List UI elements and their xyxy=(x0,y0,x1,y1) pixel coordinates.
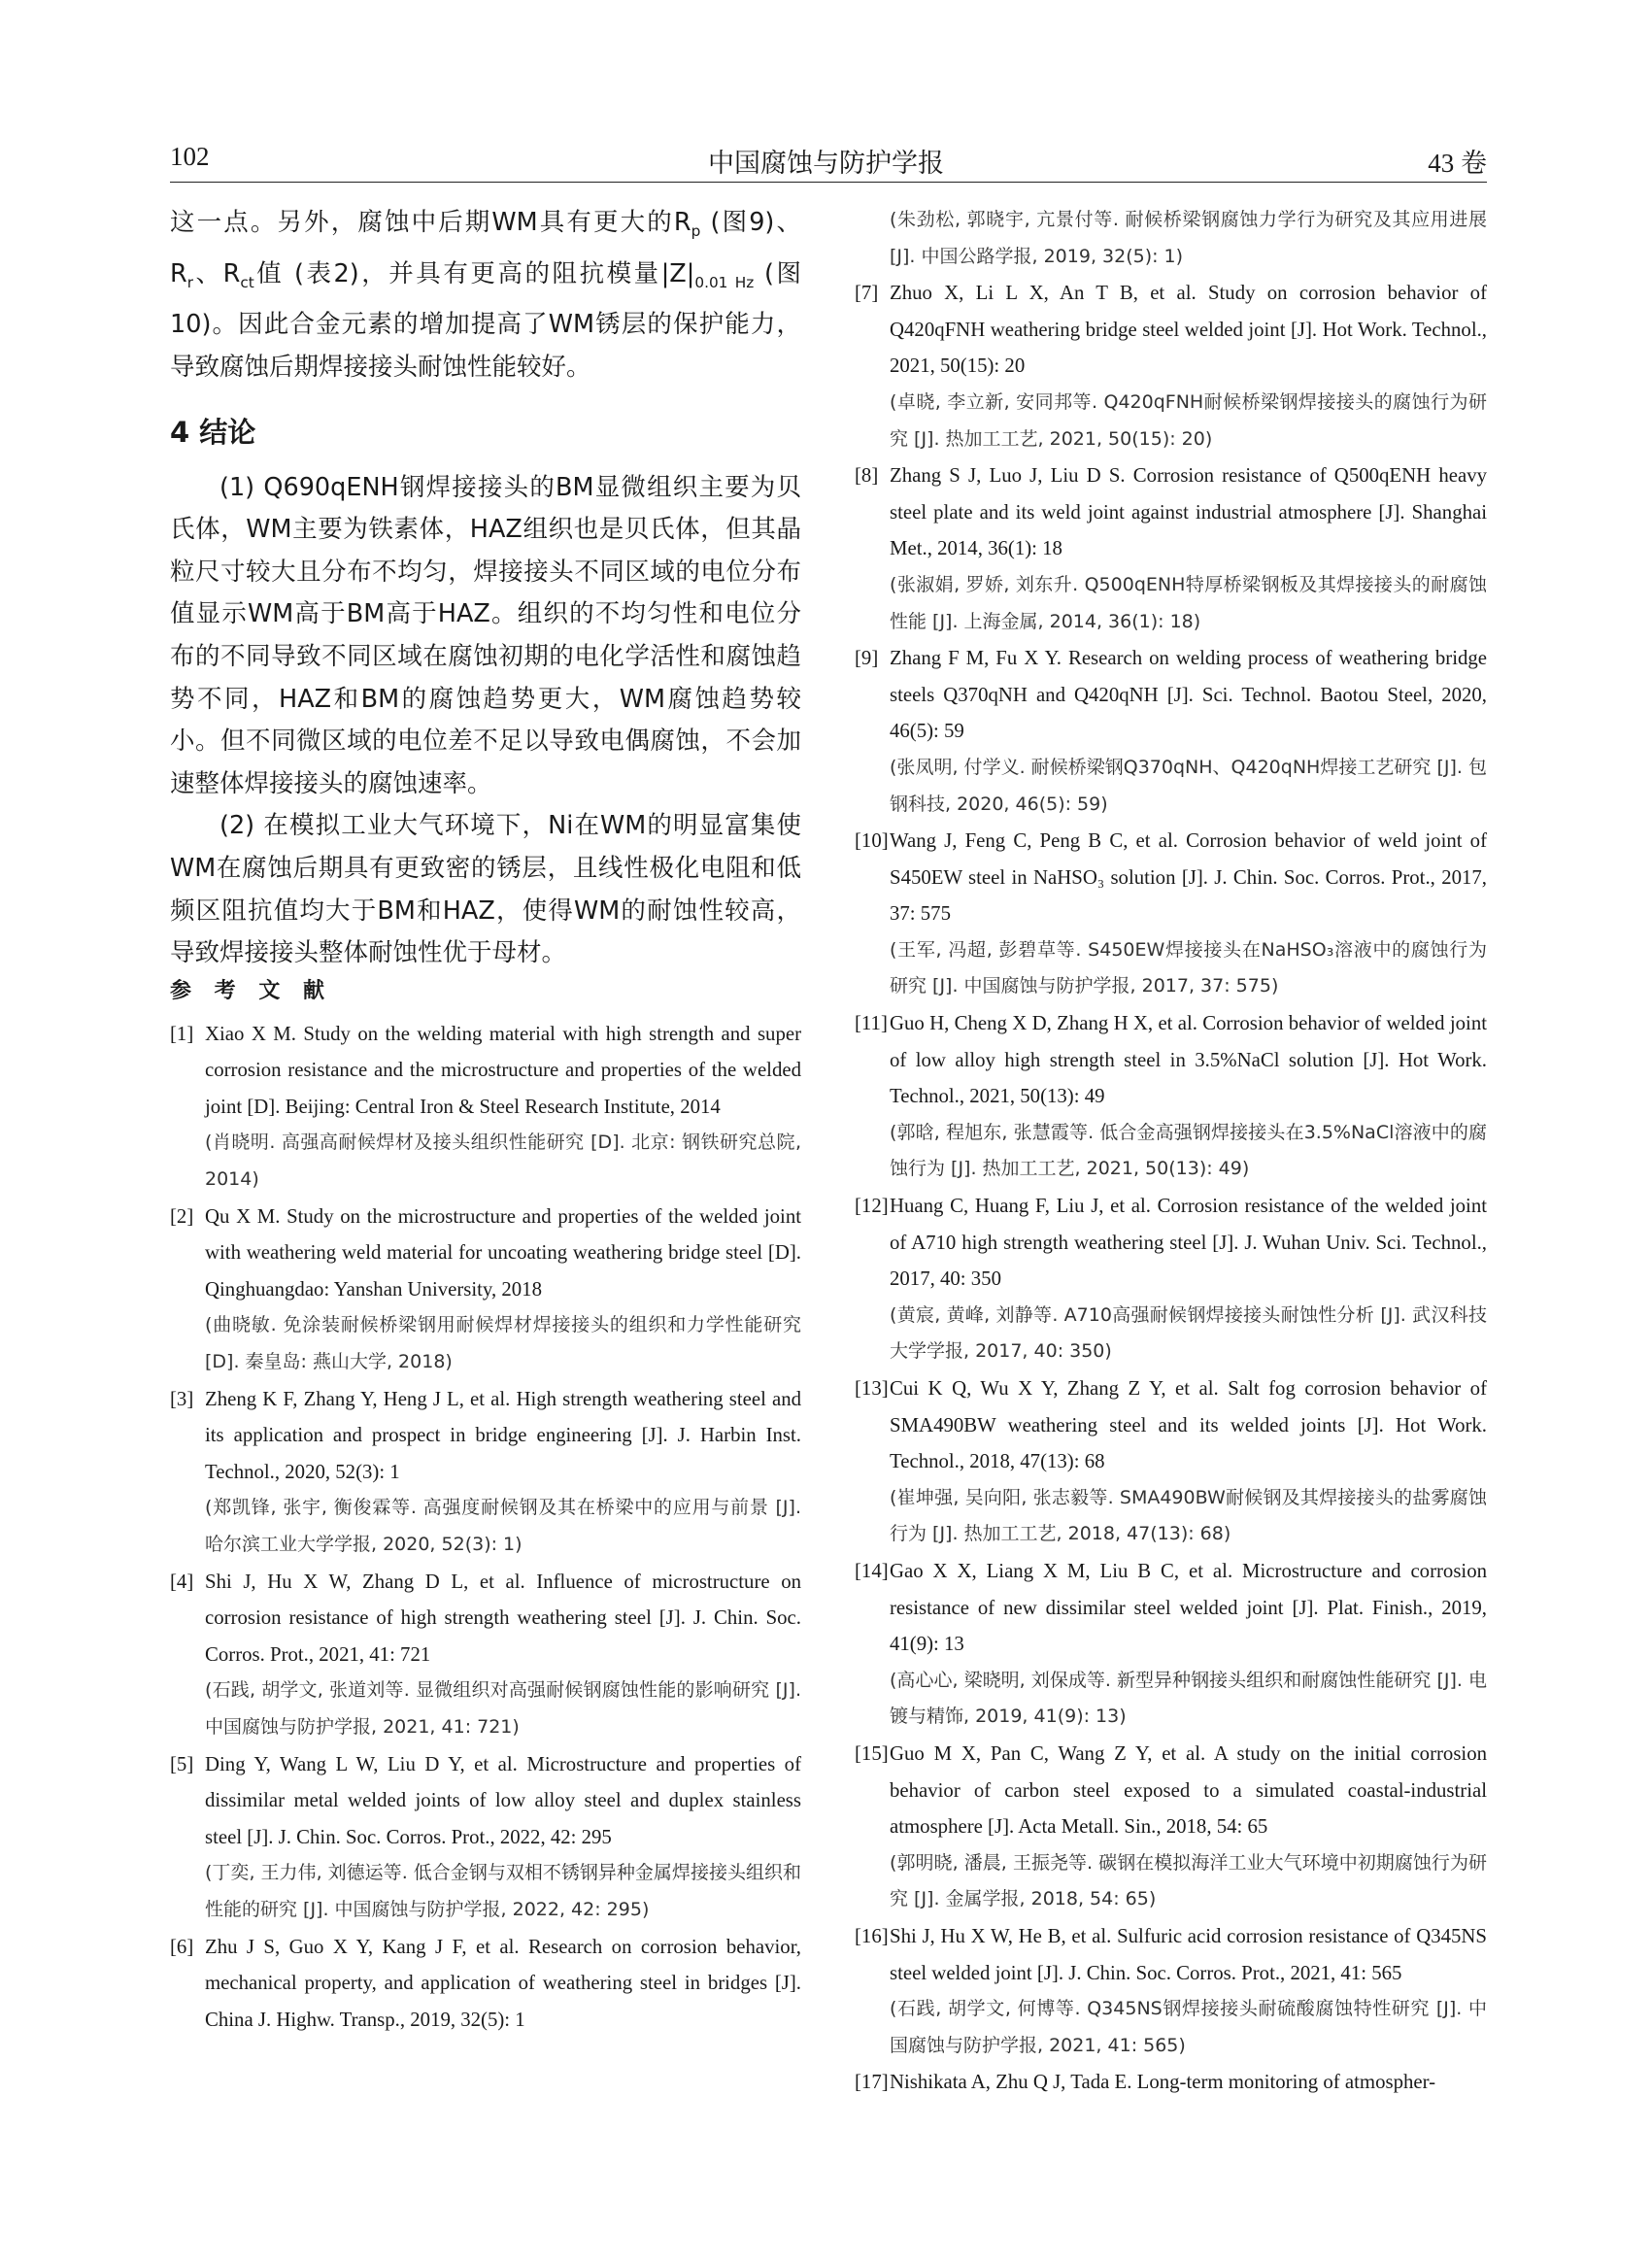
conclusion-2: (2) 在模拟工业大气环境下，Ni在WM的明显富集使WM在腐蚀后期具有更致密的锈层，且线性极化电阻和低频区阻抗值均大于BM和HAZ，使得WM的耐蚀性较高，导致焊接接头整体耐蚀性优于母材。 xyxy=(170,811,801,968)
reference-item: [16] Shi J, Hu X W, He B, et al. Sulfuric acid corrosion resistance of Q345NS steel welded joint [J]. J. Chin. Soc. Corros. Prot., 2021, 41: 565 (石践, 胡学文, 何博等. Q345NS钢焊接接头耐硫酸腐蚀特性研究 [J]. 中国腐蚀与防护学报, 2021, 41: 565) xyxy=(855,1924,1487,2056)
left-column xyxy=(170,202,801,2038)
page-number: 102 xyxy=(170,142,210,171)
reference-item: [11] Guo H, Cheng X D, Zhang H X, et al. Corrosion behavior of welded joint of low alloy high strength steel in 3.5%NaCl solution [J]. Hot Work. Technol., 2021, 50(13): 49 (郭晗, 程旭东, 张慧霞等. 低合金高强钢焊接接头在3.5%NaCl溶液中的腐蚀行为 [J]. 热加工工艺, 2021, 50(13): 49) xyxy=(855,1012,1487,1180)
journal-title: 中国腐蚀与防护学报 xyxy=(708,149,944,179)
reference-item: [1] Xiao X M. Study on the welding material with high strength and super corrosion resistance and the microstructure and properties of the welded joint [D]. Beijing: Central Iron & Steel Research Institute, 2014 (肖晓明. 高强高耐候焊材及接头组织性能研究 [D]. 北京: 钢铁研究总院, 2014) xyxy=(170,1022,801,1191)
reference-item: [14] Gao X X, Liang X M, Liu B C, et al. Microstructure and corrosion resistance of new dissimilar steel welded joint [J]. Plat. Finish., 2019, 41(9): 13 (高心心, 梁晓明, 刘保成等. 新型异种钢接头组织和耐腐蚀性能研究 [J]. 电镀与精饰, 2019, 41(9): 13) xyxy=(855,1559,1487,1728)
reference-item: [10] Wang J, Feng C, Peng B C, et al. Corrosion behavior of weld joint of S450EW steel in NaHSO₃ solution [J]. J. Chin. Soc. Corros. Prot., 2017, 37: 575 (王军, 冯超, 彭碧草等. S450EW焊接接头在NaHSO₃溶液中的腐蚀行为研究 [J]. 中国腐蚀与防护学报, 2017, 37: 575) xyxy=(855,829,1487,997)
volume-label: 43 卷 xyxy=(1428,149,1487,178)
intro-paragraph: 这一点。另外，腐蚀中后期WM具有更大的$R_p$ (图9)、$R_r$、$R_{ct}$值 (表2)，并具有更高的阻抗模量$|Z|_{0.01 Hz}$ (图10)。因此合金元素的增加提高了WM锈层的保护能力，导致腐蚀后期焊接接头耐蚀性能较好。 xyxy=(170,208,801,382)
reference-continuation: (朱劲松, 郭晓宇, 亢景付等. 耐候桥梁钢腐蚀力学行为研究及其应用进展 [J]. 中国公路学报, 2019, 32(5): 1) xyxy=(890,209,1487,267)
reference-item: [13] Cui K Q, Wu X Y, Zhang Z Y, et al. Salt fog corrosion behavior of SMA490BW weathering steel and its welded joints [J]. Hot Work. Technol., 2018, 47(13): 68 (崔坤强, 吴向阳, 张志毅等. SMA490BW耐候钢及其焊接接头的盐雾腐蚀行为 [J]. 热加工工艺, 2018, 47(13): 68) xyxy=(855,1377,1487,1545)
section-heading: 4 结论 xyxy=(170,415,256,449)
header-rule xyxy=(170,182,1487,183)
reference-item: [15] Guo M X, Pan C, Wang Z Y, et al. A study on the initial corrosion behavior of carbon steel exposed to a simulated coastal-industrial atmosphere [J]. Acta Metall. Sin., 2018, 54: 65 (郭明晓, 潘晨, 王振尧等. 碳钢在模拟海洋工业大气环境中初期腐蚀行为研究 [J]. 金属学报, 2018, 54: 65) xyxy=(855,1741,1487,1910)
references-heading: 参 考 文 献 xyxy=(170,978,332,1003)
reference-item: [8] Zhang S J, Luo J, Liu D S. Corrosion resistance of Q500qENH heavy steel plate and its weld joint against industrial atmosphere [J]. Shanghai Met., 2014, 36(1): 18 (张淑娟, 罗娇, 刘东升. Q500qENH特厚桥梁钢板及其焊接接头的耐腐蚀性能 [J]. 上海金属, 2014, 36(1): 18) xyxy=(855,464,1487,632)
reference-item: [12] Huang C, Huang F, Liu J, et al. Corrosion resistance of the welded joint of A710 high strength weathering steel [J]. J. Wuhan Univ. Sci. Technol., 2017, 40: 350 (黄宸, 黄峰, 刘静等. A710高强耐候钢焊接接头耐蚀性分析 [J]. 武汉科技大学学报, 2017, 40: 350) xyxy=(855,1195,1487,1363)
reference-item: [2] Qu X M. Study on the microstructure and properties of the welded joint with weathering weld material for uncoating weathering bridge steel [D]. Qinghuangdao: Yanshan University, 2018 (曲晓敏. 免涂装耐候桥梁钢用耐候焊材焊接接头的组织和力学性能研究 [D]. 秦皇岛: 燕山大学, 2018) xyxy=(170,1204,801,1373)
reference-item: [7] Zhuo X, Li L X, An T B, et al. Study on corrosion behavior of Q420qFNH weathering bridge steel welded joint [J]. Hot Work. Technol., 2021, 50(15): 20 (卓晓, 李立新, 安同邦等. Q420qFNH耐候桥梁钢焊接接头的腐蚀行为研究 [J]. 热加工工艺, 2021, 50(15): 20) xyxy=(855,282,1487,450)
reference-item: [9] Zhang F M, Fu X Y. Research on welding process of weathering bridge steels Q370qNH and Q420qNH [J]. Sci. Technol. Baotou Steel, 2020, 46(5): 59 (张凤明, 付学义. 耐候桥梁钢Q370qNH、Q420qNH焊接工艺研究 [J]. 包钢科技, 2020, 46(5): 59) xyxy=(855,647,1487,815)
right-column xyxy=(855,202,1487,2101)
reference-item: [17] Nishikata A, Zhu Q J, Tada E. Long-term monitoring of atmospher- xyxy=(855,2071,1436,2094)
reference-item: [6] Zhu J S, Guo X Y, Kang J F, et al. Research on corrosion behavior, mechanical property, and application of weathering steel in bridges [J]. China J. Highw. Transp., 2019, 32(5): 1 xyxy=(170,1935,801,2031)
conclusion-1: (1) Q690qENH钢焊接接头的BM显微组织主要为贝氏体，WM主要为铁素体，HAZ组织也是贝氏体，但其晶粒尺寸较大且分布不均匀，焊接接头不同区域的电位分布值显示WM高于BM高于HAZ。组织的不均匀性和电位分布的不同导致不同区域在腐蚀初期的电化学活性和腐蚀趋势不同，HAZ和BM的腐蚀趋势更大，WM腐蚀趋势较小。但不同微区域的电位差不足以导致电偶腐蚀，不会加速整体焊接接头的腐蚀速率。 xyxy=(170,472,801,798)
reference-item: [3] Zheng K F, Zhang Y, Heng J L, et al. High strength weathering steel and its application and prospect in bridge engineering [J]. J. Harbin Inst. Technol., 2020, 52(3): 1 (郑凯锋, 张宇, 衡俊霖等. 高强度耐候钢及其在桥梁中的应用与前景 [J]. 哈尔滨工业大学学报, 2020, 52(3): 1) xyxy=(170,1387,801,1555)
reference-item: [4] Shi J, Hu X W, Zhang D L, et al. Influence of microstructure on corrosion resistance of high strength weathering steel [J]. J. Chin. Soc. Corros. Prot., 2021, 41: 721 (石践, 胡学文, 张道刘等. 显微组织对高强耐候钢腐蚀性能的影响研究 [J]. 中国腐蚀与防护学报, 2021, 41: 721) xyxy=(170,1570,801,1738)
reference-item: [5] Ding Y, Wang L W, Liu D Y, et al. Microstructure and properties of dissimilar metal welded joints of low alloy steel and duplex stainless steel [J]. J. Chin. Soc. Corros. Prot., 2022, 42: 295 (丁奕, 王力伟, 刘德运等. 低合金钢与双相不锈钢异种金属焊接接头组织和性能的研究 [J]. 中国腐蚀与防护学报, 2022, 42: 295) xyxy=(170,1752,801,1920)
